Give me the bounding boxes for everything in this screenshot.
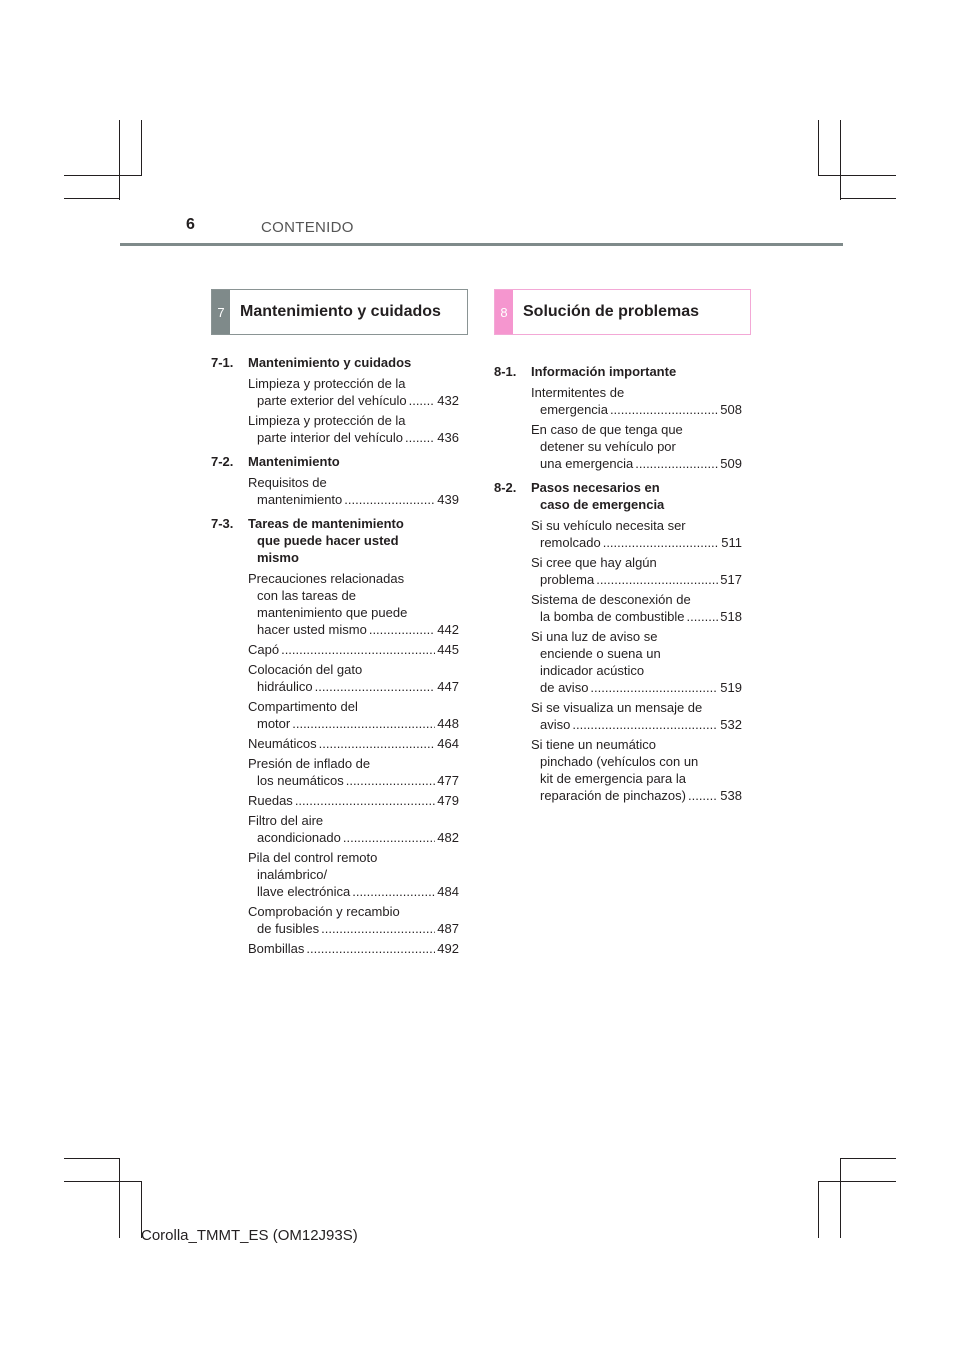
section-8-title: Solución de problemas	[523, 303, 700, 320]
toc-entry-text: los neumáticos	[257, 773, 344, 788]
toc-entry-text: emergencia	[540, 402, 608, 417]
toc-group-title-line: Mantenimiento y cuidados	[248, 355, 412, 370]
toc-entry-text: parte interior del vehículo	[257, 430, 403, 445]
toc-entry-text: llave electrónica	[257, 884, 351, 899]
toc-entry-line: Si se visualiza un mensaje de	[531, 700, 703, 715]
section-7-title: Mantenimiento y cuidados	[240, 303, 441, 320]
toc-entry-last-line	[531, 608, 742, 625]
toc-entry-last-line	[248, 792, 459, 809]
crop-mark	[64, 1181, 142, 1182]
dot-leader	[321, 920, 435, 937]
toc-entry-last-line	[248, 715, 459, 732]
toc-entry-line: Comprobación y recambio	[248, 904, 400, 919]
toc-entry-text: hidráulico	[257, 679, 313, 694]
toc-entry-text: Ruedas	[248, 793, 293, 808]
toc-group-heading	[494, 363, 742, 380]
toc-entry[interactable]	[248, 903, 459, 937]
section-7-toc	[211, 354, 459, 964]
toc-group	[211, 453, 459, 508]
toc-entry[interactable]	[531, 384, 742, 418]
toc-entry-page[interactable]: 487	[437, 921, 459, 936]
crop-mark	[64, 175, 142, 176]
crop-mark	[818, 175, 896, 176]
toc-group	[494, 479, 742, 804]
toc-entry-page[interactable]: 519	[720, 680, 742, 695]
toc-entry-page[interactable]: 518	[720, 609, 742, 624]
toc-entry-page[interactable]: 492	[437, 941, 459, 956]
section-8-tab: 8	[495, 290, 513, 334]
toc-entry-line: indicador acústico	[540, 663, 645, 678]
toc-entry-line: Limpieza y protección de la	[248, 376, 406, 391]
toc-entry-page[interactable]: 464	[437, 736, 459, 751]
toc-entry-line: pinchado (vehículos con un	[540, 754, 699, 769]
dot-leader	[405, 429, 435, 446]
dot-leader	[603, 534, 720, 551]
crop-mark	[840, 1158, 896, 1159]
toc-entry-line: Requisitos de	[248, 475, 327, 490]
toc-entry[interactable]	[531, 699, 742, 733]
toc-entry[interactable]	[531, 736, 742, 804]
toc-entry-text: motor	[257, 716, 291, 731]
crop-mark	[840, 198, 896, 199]
toc-entry-last-line	[248, 829, 459, 846]
crop-mark	[64, 1158, 120, 1159]
dot-leader	[281, 641, 435, 658]
toc-entry-page[interactable]: 442	[437, 622, 459, 637]
toc-entry-line: kit de emergencia para la	[540, 771, 686, 786]
toc-entry-line: Compartimento del	[248, 699, 358, 714]
toc-entry-last-line	[531, 679, 742, 696]
toc-entry-text: acondicionado	[257, 830, 341, 845]
toc-entry-line: Si tiene un neumático	[531, 737, 657, 752]
toc-group-number: 8-2.	[494, 480, 517, 495]
toc-group-title	[531, 363, 742, 380]
toc-entry-line: Si una luz de aviso se	[531, 629, 658, 644]
toc-entry-line: enciende o suena un	[540, 646, 661, 661]
toc-entry-last-line	[248, 883, 459, 900]
section-8-toc	[494, 363, 742, 811]
toc-entry-line: con las tareas de	[257, 588, 357, 603]
toc-entry-line: En caso de que tenga que	[531, 422, 683, 437]
toc-entry-line: Limpieza y protección de la	[248, 413, 406, 428]
dot-leader	[295, 792, 435, 809]
crop-mark	[818, 1181, 819, 1238]
toc-entry-page[interactable]: 447	[437, 679, 459, 694]
toc-entry[interactable]	[248, 735, 459, 752]
toc-entry-last-line	[248, 735, 459, 752]
toc-group-title	[248, 453, 459, 470]
toc-entry[interactable]	[248, 412, 459, 446]
crop-mark	[119, 1158, 120, 1238]
toc-entry-line: Presión de inflado de	[248, 756, 371, 771]
toc-entry[interactable]	[248, 661, 459, 695]
toc-entry-text: problema	[540, 572, 595, 587]
dot-leader	[344, 491, 435, 508]
footer-model-code: Corolla_TMMT_ES (OM12J93S)	[141, 1227, 358, 1244]
toc-entry-page[interactable]: 509	[720, 456, 742, 471]
toc-group-title-line: caso de emergencia	[540, 497, 665, 512]
crop-mark	[840, 120, 841, 200]
toc-group-title	[531, 479, 742, 513]
dot-leader	[352, 883, 435, 900]
toc-entry[interactable]	[248, 755, 459, 789]
header-rule	[120, 243, 843, 246]
toc-entry-line: detener su vehículo por	[540, 439, 676, 454]
toc-entry-page[interactable]: 477	[437, 773, 459, 788]
toc-group-heading	[211, 515, 459, 566]
page-number: 6	[186, 216, 195, 233]
section-7-header	[211, 289, 468, 335]
toc-entry-last-line	[531, 716, 742, 733]
toc-entry-line: Filtro del aire	[248, 813, 324, 828]
toc-group-title-line: Mantenimiento	[248, 454, 340, 469]
toc-entry-text: la bomba de combustible	[540, 609, 685, 624]
toc-entry-line: Precauciones relacionadas	[248, 571, 405, 586]
toc-entry[interactable]	[248, 812, 459, 846]
toc-entry-line: Pila del control remoto	[248, 850, 378, 865]
toc-entry-page[interactable]: 532	[720, 717, 742, 732]
toc-entry-last-line	[248, 429, 459, 446]
toc-entry[interactable]	[531, 591, 742, 625]
toc-entry-line: Colocación del gato	[248, 662, 363, 677]
dot-leader	[306, 940, 435, 957]
toc-entry[interactable]	[248, 940, 459, 957]
toc-entry[interactable]	[248, 375, 459, 409]
toc-entry-text: una emergencia	[540, 456, 634, 471]
toc-entry[interactable]	[531, 628, 742, 696]
section-7-tab: 7	[212, 290, 230, 334]
toc-group-title-line: Información importante	[531, 364, 677, 379]
toc-group	[211, 354, 459, 446]
toc-entry-text: Bombillas	[248, 941, 305, 956]
crop-mark	[818, 120, 819, 175]
toc-entry-page[interactable]: 479	[437, 793, 459, 808]
toc-entry-text: de fusibles	[257, 921, 320, 936]
toc-group-title-line: Tareas de mantenimiento	[248, 516, 404, 531]
toc-entry-line: Intermitentes de	[531, 385, 625, 400]
toc-entry[interactable]	[531, 421, 742, 472]
toc-entry-last-line	[248, 641, 459, 658]
toc-entry-last-line	[248, 678, 459, 695]
toc-group-heading	[211, 453, 459, 470]
dot-leader	[590, 679, 718, 696]
dot-leader	[343, 829, 435, 846]
toc-entry-last-line	[248, 491, 459, 508]
toc-group-heading	[211, 354, 459, 371]
dot-leader	[596, 571, 718, 588]
dot-leader	[319, 735, 436, 752]
dot-leader	[346, 772, 436, 789]
toc-entry-text: reparación de pinchazos)	[540, 788, 686, 803]
toc-entry[interactable]	[531, 554, 742, 588]
dot-leader	[369, 621, 435, 638]
toc-entry-line: Si su vehículo necesita ser	[531, 518, 686, 533]
toc-entry-text: de aviso	[540, 680, 589, 695]
toc-entry[interactable]	[531, 517, 742, 551]
toc-group-number: 7-2.	[211, 454, 234, 469]
toc-entry-page[interactable]: 445	[437, 642, 459, 657]
toc-entry-page[interactable]: 538	[720, 788, 742, 803]
toc-entry-last-line	[248, 392, 459, 409]
toc-entry-line: inalámbrico/	[257, 867, 328, 882]
toc-entry[interactable]	[248, 641, 459, 658]
dot-leader	[635, 455, 718, 472]
crop-mark	[64, 198, 120, 199]
toc-entry-text: Capó	[248, 642, 280, 657]
dot-leader	[688, 787, 718, 804]
toc-entry[interactable]	[248, 849, 459, 900]
toc-group-title-line: mismo	[257, 550, 299, 565]
toc-entry-text: hacer usted mismo	[257, 622, 367, 637]
toc-entry-text: Neumáticos	[248, 736, 317, 751]
toc-entry-page[interactable]: 432	[437, 393, 459, 408]
dot-leader	[687, 608, 719, 625]
toc-entry-last-line	[248, 621, 459, 638]
toc-entry-text: aviso	[540, 717, 571, 732]
running-title: CONTENIDO	[261, 219, 354, 236]
crop-mark	[840, 1158, 841, 1238]
toc-entry-page[interactable]: 439	[437, 492, 459, 507]
toc-entry-page[interactable]: 482	[437, 830, 459, 845]
toc-entry-last-line	[531, 787, 742, 804]
toc-entry[interactable]	[248, 474, 459, 508]
toc-entry-page[interactable]: 436	[437, 430, 459, 445]
toc-entry-text: remolcado	[540, 535, 601, 550]
toc-group-title-line: que puede hacer usted	[257, 533, 399, 548]
toc-group-number: 7-3.	[211, 516, 234, 531]
dot-leader	[409, 392, 436, 409]
toc-group-title	[248, 354, 459, 371]
toc-group-heading	[494, 479, 742, 513]
toc-entry[interactable]	[248, 570, 459, 638]
toc-group-number: 8-1.	[494, 364, 517, 379]
toc-entry-page[interactable]: 517	[720, 572, 742, 587]
toc-entry-line: Sistema de desconexión de	[531, 592, 691, 607]
toc-entry-page[interactable]: 484	[437, 884, 459, 899]
toc-entry-page[interactable]: 511	[721, 535, 742, 550]
dot-leader	[572, 716, 718, 733]
toc-group-title	[248, 515, 459, 566]
toc-group-number: 7-1.	[211, 355, 234, 370]
toc-entry-text: parte exterior del vehículo	[257, 393, 407, 408]
dot-leader	[292, 715, 435, 732]
toc-entry-last-line	[531, 534, 742, 551]
section-8-header	[494, 289, 751, 335]
toc-group	[494, 363, 742, 472]
toc-entry-page[interactable]: 508	[720, 402, 742, 417]
toc-entry-last-line	[531, 401, 742, 418]
toc-entry-last-line	[248, 940, 459, 957]
toc-entry-line: Si cree que hay algún	[531, 555, 657, 570]
toc-entry-line: mantenimiento que puede	[257, 605, 408, 620]
dot-leader	[315, 678, 436, 695]
toc-entry-last-line	[248, 920, 459, 937]
toc-entry[interactable]	[248, 698, 459, 732]
crop-mark	[818, 1181, 896, 1182]
toc-entry-last-line	[248, 772, 459, 789]
dot-leader	[610, 401, 718, 418]
toc-entry-last-line	[531, 455, 742, 472]
toc-entry[interactable]	[248, 792, 459, 809]
crop-mark	[141, 120, 142, 175]
toc-group-title-line: Pasos necesarios en	[531, 480, 660, 495]
toc-entry-last-line	[531, 571, 742, 588]
toc-entry-page[interactable]: 448	[437, 716, 459, 731]
toc-entry-text: mantenimiento	[257, 492, 343, 507]
crop-mark	[119, 120, 120, 200]
toc-group	[211, 515, 459, 957]
